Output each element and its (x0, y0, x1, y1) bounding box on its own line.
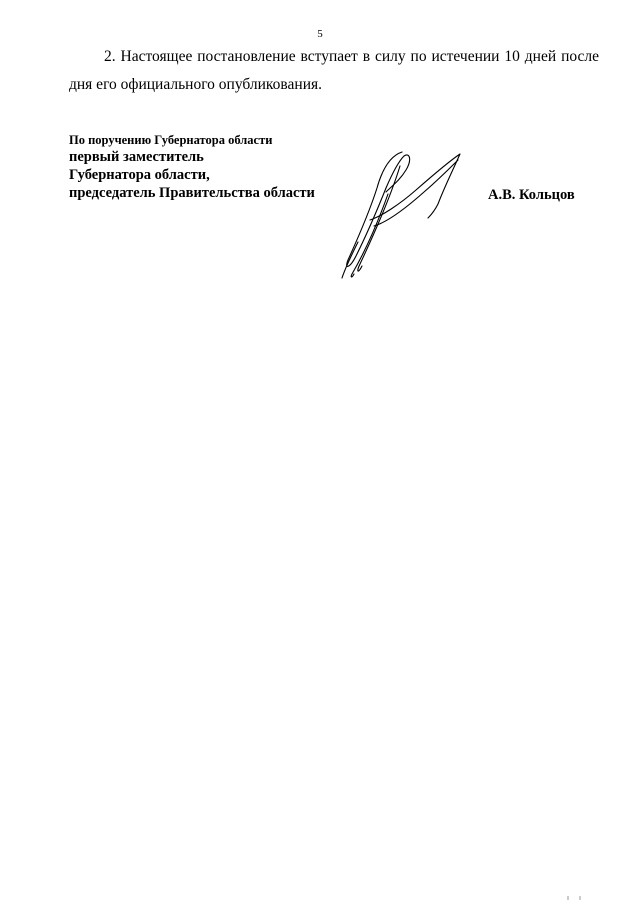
signer-name: А.В. Кольцов (488, 187, 575, 203)
signer-position-line-3: председатель Правительства области (69, 185, 315, 201)
signer-authority-line: По поручению Губернатора области (69, 133, 273, 147)
page-number: 5 (317, 28, 323, 40)
signature-block (69, 132, 315, 202)
paragraph-effective-date: 2. Настоящее постановление вступает в силу по истечении 10 дней после дня его официального опубликования. (69, 48, 599, 93)
signer-position-line-1: первый заместитель (69, 149, 204, 165)
handwritten-signature (330, 146, 480, 286)
scan-mark (566, 895, 582, 901)
signer-position-line-2: Губернатора области, (69, 167, 210, 183)
